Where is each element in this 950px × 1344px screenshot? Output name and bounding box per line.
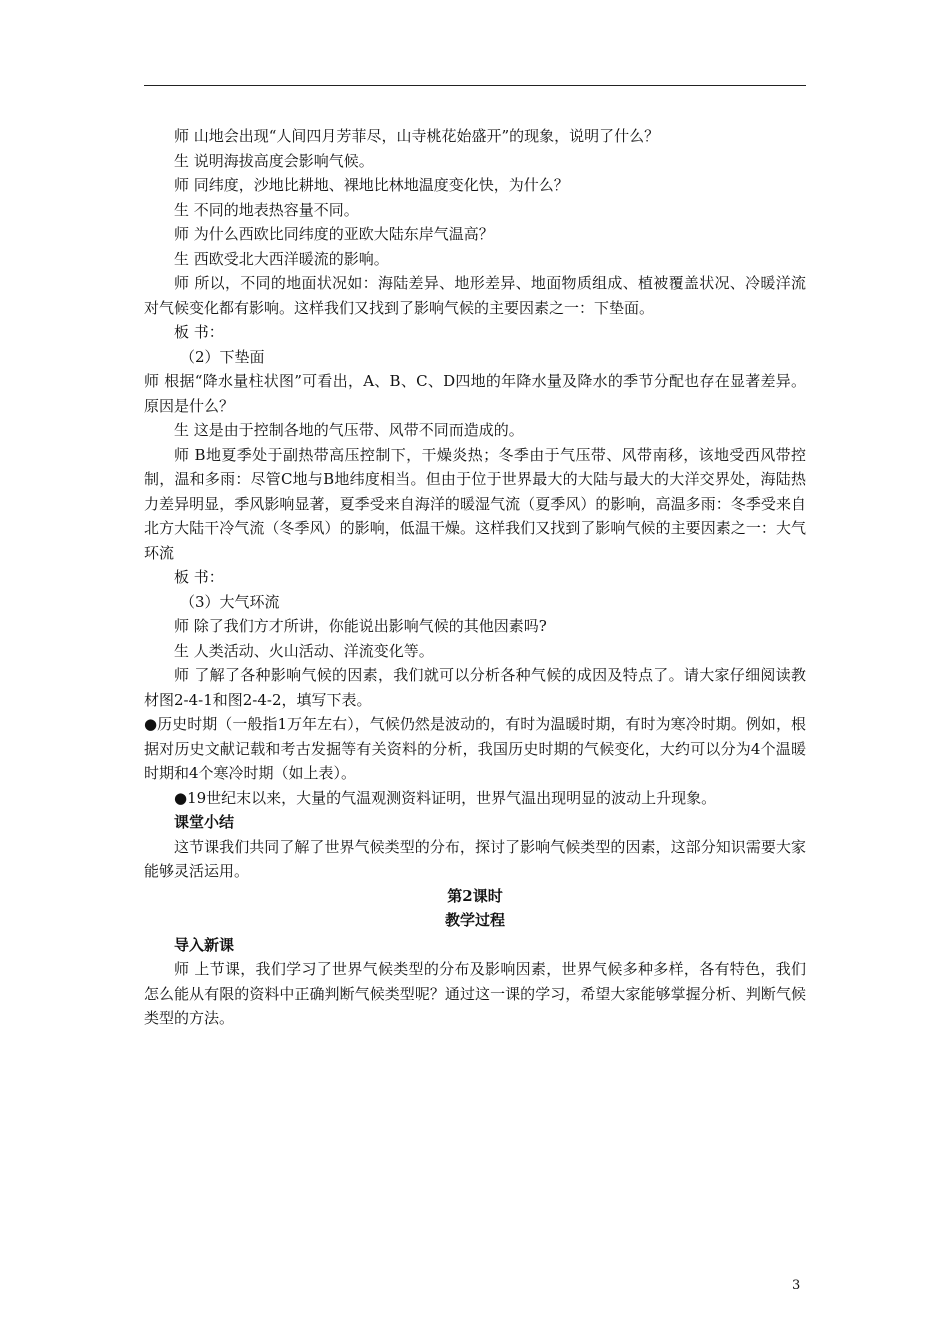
- section-heading: 导入新课: [174, 935, 235, 954]
- dialogue-teacher: 师 除了我们方才所讲，你能说出影响气候的其他因素吗?: [174, 617, 547, 635]
- dialogue-student: 生 人类活动、火山活动、洋流变化等。: [174, 641, 434, 660]
- dialogue-teacher: 师 所以，不同的地面状况如：海陆差异、地形差异、地面物质组成、植被覆盖状况、冷暖洋流对气候变化都有影响。这样我们又找到了影响气候的主要因素之一：下垫面。: [144, 274, 806, 317]
- summary-paragraph: 这节课我们共同了解了世界气候类型的分布，探讨了影响气候类型的因素，这部分知识需要大家能够灵活运用。: [144, 837, 806, 880]
- dialogue-teacher: 师 上节课，我们学习了世界气候类型的分布及影响因素，世界气候多种多样，各有特色，我们怎么能从有限的资料中正确判断气候类型呢？通过这一课的学习，希望大家能够掌握分析、判断气候类型的方法。: [144, 960, 806, 1027]
- lesson-subtitle: 教学过程: [444, 911, 505, 929]
- dialogue-student: 生 这是由于控制各地的气压带、风带不同而造成的。: [174, 421, 524, 439]
- dialogue-teacher: 师 B地夏季处于副热带高压控制下，干燥炎热；冬季由于气压带、风带南移，该地受西风带控制，温和多雨：尽管C地与B地纬度相当。但由于位于世界最大的大陆与最大的大洋交界处，海陆热力差异明显，季风影响显著，夏季受来自海洋的暖湿气流（夏季风）的影响，高温多雨：冬季受来自北方大陆干冷气流（冬季风）的影响，低温干燥。这样我们又找到了影响气候的主要因素之一：大气环流: [144, 445, 806, 562]
- dialogue-teacher: 师 山地会出现“人间四月芳菲尽，山寺桃花始盛开”的现象，说明了什么？: [174, 127, 660, 145]
- bullet-paragraph: ●19世纪末以来，大量的气温观测资料证明，世界气温出现明显的波动上升现象。: [174, 788, 717, 807]
- board-note-item: （2）下垫面: [180, 347, 265, 366]
- dialogue-student: 生 说明海拔高度会影响气候。: [174, 151, 374, 170]
- dialogue-student: 生 不同的地表热容量不同。: [174, 200, 359, 219]
- section-heading: 课堂小结: [174, 813, 235, 831]
- dialogue-teacher: 师 了解了各种影响气候的因素，我们就可以分析各种气候的成因及特点了。请大家仔细阅读教材图2-4-1和图2-4-2，填写下表。: [144, 666, 806, 709]
- document-body: [144, 124, 806, 1031]
- bullet-paragraph: ●历史时期（一般指1万年左右），气候仍然是波动的，有时为温暖时期，有时为寒冷时期。例如，根据对历史文献记载和考古发掘等有关资料的分析，我国历史时期的气候变化，大约可以分为4个温暖时期和4个寒冷时期（如上表）。: [144, 715, 806, 782]
- dialogue-teacher: 师 根据“降水量柱状图”可看出，A、B、C、D四地的年降水量及降水的季节分配也存在显著差异。原因是什么？: [144, 372, 806, 415]
- header-rule: [144, 85, 806, 86]
- lesson-title: 第2课时: [447, 886, 503, 905]
- board-note-label: 板 书：: [174, 323, 224, 341]
- dialogue-teacher: 师 同纬度，沙地比耕地、裸地比林地温度变化快，为什么？: [174, 176, 569, 194]
- page-number: 3: [792, 1278, 801, 1293]
- board-note-label: 板 书：: [174, 568, 224, 586]
- dialogue-student: 生 西欧受北大西洋暖流的影响。: [174, 249, 389, 268]
- board-note-item: （3）大气环流: [180, 592, 280, 611]
- dialogue-teacher: 师 为什么西欧比同纬度的亚欧大陆东岸气温高？: [174, 225, 494, 243]
